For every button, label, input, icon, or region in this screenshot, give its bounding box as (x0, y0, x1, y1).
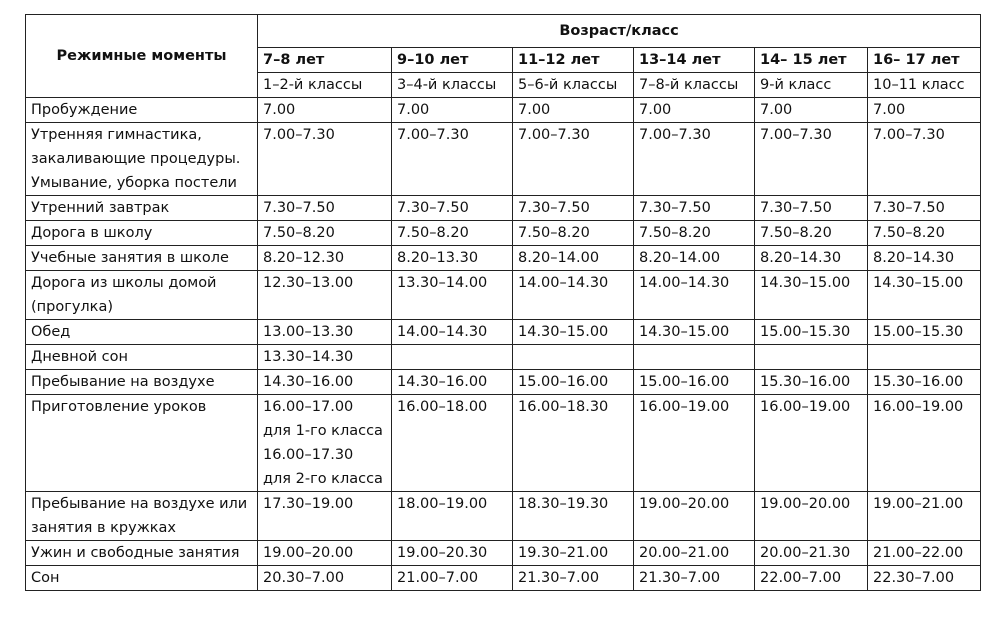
time-line: 15.30–16.00 (760, 374, 851, 390)
time-line: для 2-го класса (263, 471, 383, 487)
time-cell (634, 271, 755, 320)
time-cell (755, 566, 868, 591)
time-line: 8.20–13.30 (397, 250, 479, 266)
grade-header: 1–2-й классы (258, 73, 392, 98)
time-cell (634, 566, 755, 591)
time-cell (634, 492, 755, 541)
schedule-table-wrapper (25, 14, 981, 591)
age-header: 11–12 лет (513, 48, 634, 73)
grade-header: 10–11 класс (868, 73, 981, 98)
activity-cell (26, 492, 258, 541)
time-line: 20.30–7.00 (263, 570, 345, 586)
time-cell (513, 221, 634, 246)
time-cell (513, 345, 634, 370)
time-line: 21.00–22.00 (873, 545, 964, 561)
time-line: 20.00–21.00 (639, 545, 730, 561)
time-cell (392, 566, 513, 591)
time-cell (755, 345, 868, 370)
time-cell (258, 370, 392, 395)
time-line: 15.00–15.30 (760, 324, 851, 340)
time-line: 7.00 (760, 102, 793, 118)
age-header: 9–10 лет (392, 48, 513, 73)
time-line: 14.00–14.30 (518, 275, 609, 291)
time-cell (513, 370, 634, 395)
header-row-top (26, 15, 981, 48)
table-row (26, 345, 981, 370)
time-cell (258, 541, 392, 566)
time-line: 21.30–7.00 (518, 570, 600, 586)
table-row (26, 370, 981, 395)
time-line: 15.00–16.00 (518, 374, 609, 390)
activity-line: Пребывание на воздухе (31, 374, 215, 390)
time-cell (258, 395, 392, 492)
time-line: 8.20–14.00 (639, 250, 721, 266)
time-line: 7.30–7.50 (518, 200, 590, 216)
time-line: 18.30–19.30 (518, 496, 609, 512)
activity-line: Ужин и свободные занятия (31, 545, 240, 561)
time-line: 14.00–14.30 (397, 324, 488, 340)
activity-line: Умывание, уборка постели (31, 175, 237, 191)
time-cell (634, 395, 755, 492)
time-line: 14.30–16.00 (263, 374, 354, 390)
time-line: 7.00 (263, 102, 296, 118)
time-cell (258, 566, 392, 591)
time-cell (868, 541, 981, 566)
time-cell (755, 123, 868, 196)
time-line: 7.00–7.30 (397, 127, 469, 143)
time-line: 22.30–7.00 (873, 570, 955, 586)
time-cell (755, 320, 868, 345)
time-cell (392, 123, 513, 196)
table-row (26, 271, 981, 320)
time-cell (868, 395, 981, 492)
daily-routine-table (25, 14, 981, 591)
time-cell (258, 98, 392, 123)
table-row (26, 320, 981, 345)
activity-line: Пробуждение (31, 102, 138, 118)
time-cell (868, 320, 981, 345)
time-line: 14.30–15.00 (518, 324, 609, 340)
table-body (26, 98, 981, 591)
activity-line: Утренняя гимнастика, (31, 127, 202, 143)
activity-cell (26, 370, 258, 395)
activity-line: Дорога из школы домой (31, 275, 217, 291)
age-header: 7–8 лет (258, 48, 392, 73)
time-line: 19.00–20.30 (397, 545, 488, 561)
time-line: 14.00–14.30 (639, 275, 730, 291)
table-row (26, 221, 981, 246)
activity-line: Утренний завтрак (31, 200, 170, 216)
time-line: 21.00–7.00 (397, 570, 479, 586)
activity-line: Дорога в школу (31, 225, 153, 241)
time-line: 16.00–17.30 (263, 447, 354, 463)
time-line: 22.00–7.00 (760, 570, 842, 586)
time-cell (868, 221, 981, 246)
age-header: 14– 15 лет (755, 48, 868, 73)
time-cell (755, 221, 868, 246)
time-line: 7.30–7.50 (263, 200, 335, 216)
activity-line: Пребывание на воздухе или (31, 496, 248, 512)
activity-cell (26, 395, 258, 492)
activity-column-header: Режимные моменты (26, 15, 258, 98)
age-header: 13–14 лет (634, 48, 755, 73)
time-cell (392, 320, 513, 345)
time-line: 7.30–7.50 (873, 200, 945, 216)
time-cell (513, 123, 634, 196)
time-line: 7.50–8.20 (518, 225, 590, 241)
time-line: 7.00–7.30 (518, 127, 590, 143)
time-cell (513, 541, 634, 566)
time-cell (755, 271, 868, 320)
time-cell (755, 196, 868, 221)
time-line: 19.00–20.00 (263, 545, 354, 561)
table-row (26, 123, 981, 196)
activity-line: закаливающие процедуры. (31, 151, 241, 167)
time-cell (634, 123, 755, 196)
time-cell (392, 541, 513, 566)
activity-cell (26, 123, 258, 196)
time-cell (868, 271, 981, 320)
table-row (26, 492, 981, 541)
time-cell (868, 123, 981, 196)
time-cell (868, 246, 981, 271)
time-cell (392, 271, 513, 320)
time-line: 19.00–21.00 (873, 496, 964, 512)
time-line: 14.30–15.00 (873, 275, 964, 291)
time-line: 8.20–14.30 (873, 250, 955, 266)
time-line: 7.30–7.50 (760, 200, 832, 216)
time-cell (392, 370, 513, 395)
time-cell (634, 370, 755, 395)
time-line: 14.30–15.00 (760, 275, 851, 291)
activity-cell (26, 566, 258, 591)
time-line: 16.00–17.00 (263, 399, 354, 415)
activity-line: Дневной сон (31, 349, 128, 365)
grade-header: 9-й класс (755, 73, 868, 98)
time-line: 7.00–7.30 (760, 127, 832, 143)
activity-cell (26, 541, 258, 566)
time-cell (755, 541, 868, 566)
time-cell (258, 246, 392, 271)
activity-line: Приготовление уроков (31, 399, 207, 415)
activity-cell (26, 196, 258, 221)
time-cell (868, 370, 981, 395)
time-line: 19.00–20.00 (639, 496, 730, 512)
time-cell (258, 345, 392, 370)
time-line: 14.30–15.00 (639, 324, 730, 340)
time-line: 7.50–8.20 (873, 225, 945, 241)
table-row (26, 98, 981, 123)
time-line: 7.00 (639, 102, 672, 118)
time-cell (513, 98, 634, 123)
time-cell (634, 320, 755, 345)
time-line: 7.00 (397, 102, 430, 118)
time-line: 7.30–7.50 (397, 200, 469, 216)
activity-cell (26, 320, 258, 345)
time-line: 18.00–19.00 (397, 496, 488, 512)
time-cell (634, 345, 755, 370)
table-row (26, 395, 981, 492)
grade-header: 5–6-й классы (513, 73, 634, 98)
time-line: 15.00–15.30 (873, 324, 964, 340)
time-cell (392, 395, 513, 492)
grade-header: 7–8-й классы (634, 73, 755, 98)
time-line: для 1-го класса (263, 423, 383, 439)
time-cell (258, 196, 392, 221)
time-cell (755, 98, 868, 123)
time-line: 7.50–8.20 (397, 225, 469, 241)
time-cell (868, 566, 981, 591)
time-cell (755, 492, 868, 541)
time-line: 7.00–7.30 (873, 127, 945, 143)
time-line: 19.00–20.00 (760, 496, 851, 512)
time-cell (392, 492, 513, 541)
time-cell (755, 370, 868, 395)
grade-header: 3–4-й классы (392, 73, 513, 98)
time-line: 7.00 (518, 102, 551, 118)
time-line: 8.20–12.30 (263, 250, 345, 266)
time-cell (868, 196, 981, 221)
activity-line: Обед (31, 324, 71, 340)
time-line: 8.20–14.00 (518, 250, 600, 266)
time-line: 21.30–7.00 (639, 570, 721, 586)
time-cell (513, 320, 634, 345)
time-line: 7.50–8.20 (263, 225, 335, 241)
activity-cell (26, 345, 258, 370)
time-cell (392, 221, 513, 246)
activity-line: Сон (31, 570, 60, 586)
time-cell (634, 98, 755, 123)
time-line: 20.00–21.30 (760, 545, 851, 561)
time-line: 7.00 (873, 102, 906, 118)
table-header (26, 15, 981, 98)
time-cell (513, 271, 634, 320)
activity-cell (26, 221, 258, 246)
table-row (26, 246, 981, 271)
time-line: 16.00–18.30 (518, 399, 609, 415)
time-cell (258, 221, 392, 246)
time-cell (513, 246, 634, 271)
time-line: 13.00–13.30 (263, 324, 354, 340)
time-line: 16.00–19.00 (639, 399, 730, 415)
time-cell (392, 196, 513, 221)
activity-line: (прогулка) (31, 299, 113, 315)
activity-line: занятия в кружках (31, 520, 176, 536)
table-row (26, 196, 981, 221)
age-header: 16– 17 лет (868, 48, 981, 73)
time-cell (513, 395, 634, 492)
time-line: 15.30–16.00 (873, 374, 964, 390)
time-line: 7.00–7.30 (263, 127, 335, 143)
time-line: 13.30–14.00 (397, 275, 488, 291)
time-cell (513, 196, 634, 221)
time-cell (868, 492, 981, 541)
activity-cell (26, 98, 258, 123)
time-cell (258, 123, 392, 196)
time-cell (258, 271, 392, 320)
time-cell (392, 98, 513, 123)
time-line: 7.50–8.20 (639, 225, 711, 241)
time-cell (513, 566, 634, 591)
age-grade-group-header: Возраст/класс (258, 15, 981, 48)
table-row (26, 541, 981, 566)
time-line: 14.30–16.00 (397, 374, 488, 390)
time-cell (634, 221, 755, 246)
time-line: 16.00–19.00 (873, 399, 964, 415)
time-cell (258, 492, 392, 541)
time-cell (755, 395, 868, 492)
time-line: 19.30–21.00 (518, 545, 609, 561)
time-line: 8.20–14.30 (760, 250, 842, 266)
time-cell (634, 196, 755, 221)
time-line: 17.30–19.00 (263, 496, 354, 512)
time-cell (868, 98, 981, 123)
activity-line: Учебные занятия в школе (31, 250, 229, 266)
time-line: 7.30–7.50 (639, 200, 711, 216)
time-cell (755, 246, 868, 271)
time-cell (513, 492, 634, 541)
time-line: 13.30–14.30 (263, 349, 354, 365)
time-cell (868, 345, 981, 370)
time-cell (634, 246, 755, 271)
activity-cell (26, 271, 258, 320)
time-cell (392, 345, 513, 370)
table-row (26, 566, 981, 591)
time-cell (258, 320, 392, 345)
time-line: 7.50–8.20 (760, 225, 832, 241)
time-line: 12.30–13.00 (263, 275, 354, 291)
time-cell (392, 246, 513, 271)
time-line: 16.00–18.00 (397, 399, 488, 415)
activity-cell (26, 246, 258, 271)
time-line: 16.00–19.00 (760, 399, 851, 415)
time-cell (634, 541, 755, 566)
time-line: 7.00–7.30 (639, 127, 711, 143)
time-line: 15.00–16.00 (639, 374, 730, 390)
